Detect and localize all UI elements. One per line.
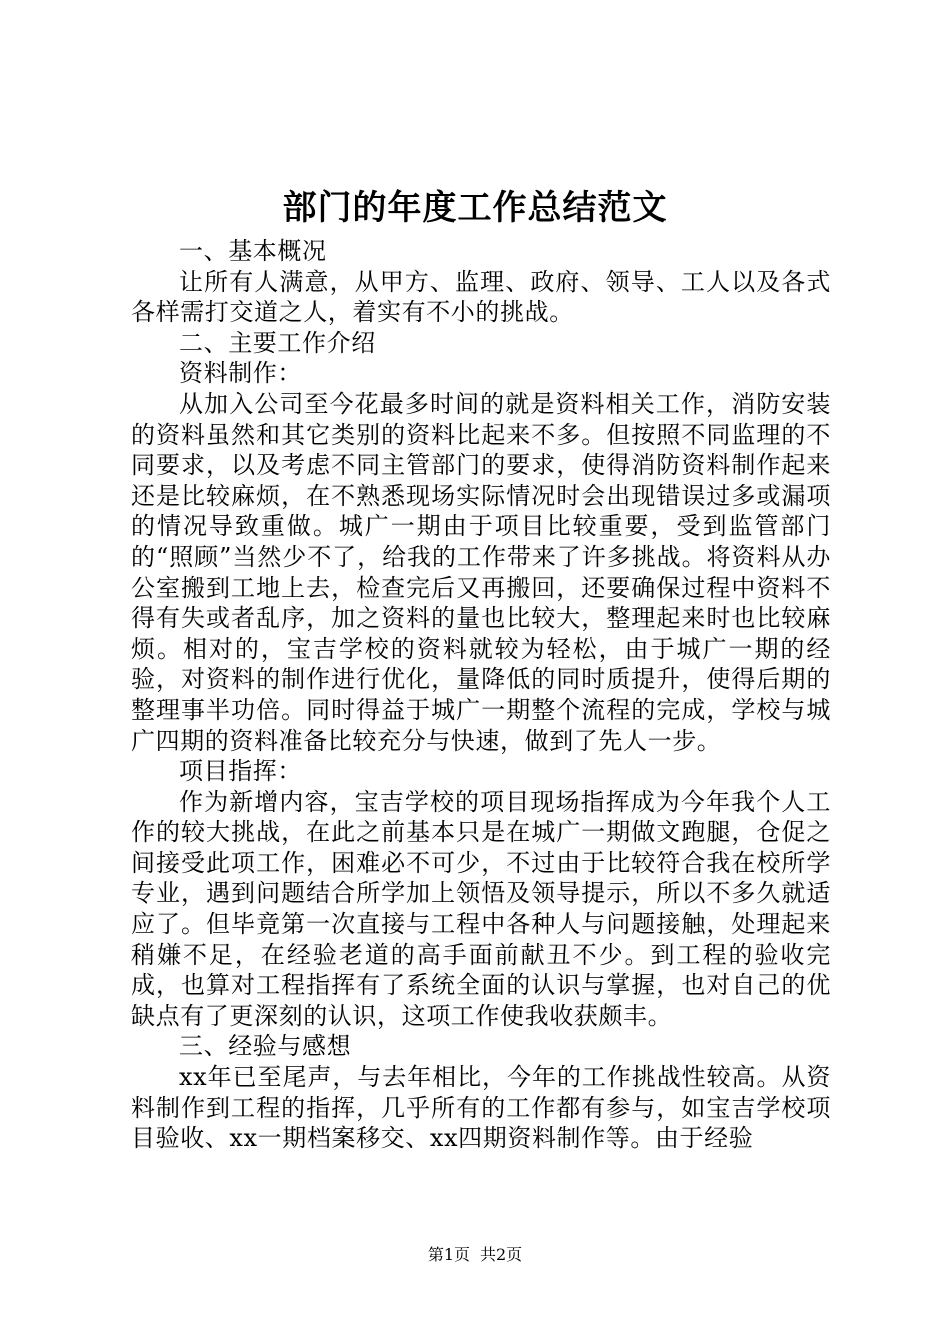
document-title: 部门的年度工作总结范文 xyxy=(282,188,668,228)
body-paragraph: 让所有人满意，从甲方、监理、政府、领导、工人以及各式各样需打交道之人，着实有不小的挑战。 xyxy=(131,267,831,327)
subheading-project-command: 项目指挥： xyxy=(179,757,302,786)
page-number-current: 第1页 xyxy=(427,1245,470,1264)
body-paragraph: xx年已至尾声，与去年相比，今年的工作挑战性较高。从资料制作到工程的指挥，几乎所有的工作都有参与，如宝吉学校项目验收、xx一期档案移交、xx四期资料制作等。由于经验 xyxy=(131,1063,831,1153)
page-number-total: 共2页 xyxy=(480,1245,523,1264)
section-heading-main-work: 二、主要工作介绍 xyxy=(179,328,376,357)
body-paragraph: 从加入公司至今花最多时间的就是资料相关工作，消防安装的资料虽然和其它类别的资料比起来不多。但按照不同监理的不同要求，以及考虑不同主管部门的要求，使得消防资料制作起来还是比较麻烦，在不熟悉现场实际情况时会出现错误过多或漏项的情况导致重做。城广一期由于项目比较重要，受到监管部门的“照顾”当然少不了，给我的工作带来了许多挑战。将资料从办公室搬到工地上去，检查完后又再搬回，还要确保过程中资料不得有失或者乱序，加之资料的量也比较大，整理起来时也比较麻烦。相对的，宝吉学校的资料就较为轻松，由于城广一期的经验，对资料的制作进行优化，量降低的同时质提升，使得后期的整理事半功倍。同时得益于城广一期整个流程的完成，学校与城广四期的资料准备比较充分与快速，做到了先人一步。 xyxy=(131,389,831,755)
subheading-materials: 资料制作： xyxy=(179,359,302,388)
page-footer xyxy=(0,1244,950,1266)
section-heading-experience: 三、经验与感想 xyxy=(179,1032,352,1061)
section-heading-overview: 一、基本概况 xyxy=(179,237,327,265)
body-paragraph: 作为新增内容，宝吉学校的项目现场指挥成为今年我个人工作的较大挑战，在此之前基本只是在城广一期做文跑腿，仓促之间接受此项工作，困难必不可少，不过由于比较符合我在校所学专业，遇到问题结合所学加上领悟及领导提示，所以不多久就适应了。但毕竟第一次直接与工程中各种人与问题接触，处理起来稍嫌不足，在经验老道的高手面前献丑不少。到工程的验收完成，也算对工程指挥有了系统全面的认识与掌握，也对自己的优缺点有了更深刻的认识，这项工作使我收获颇丰。 xyxy=(131,787,831,1030)
document-body xyxy=(131,236,831,1154)
